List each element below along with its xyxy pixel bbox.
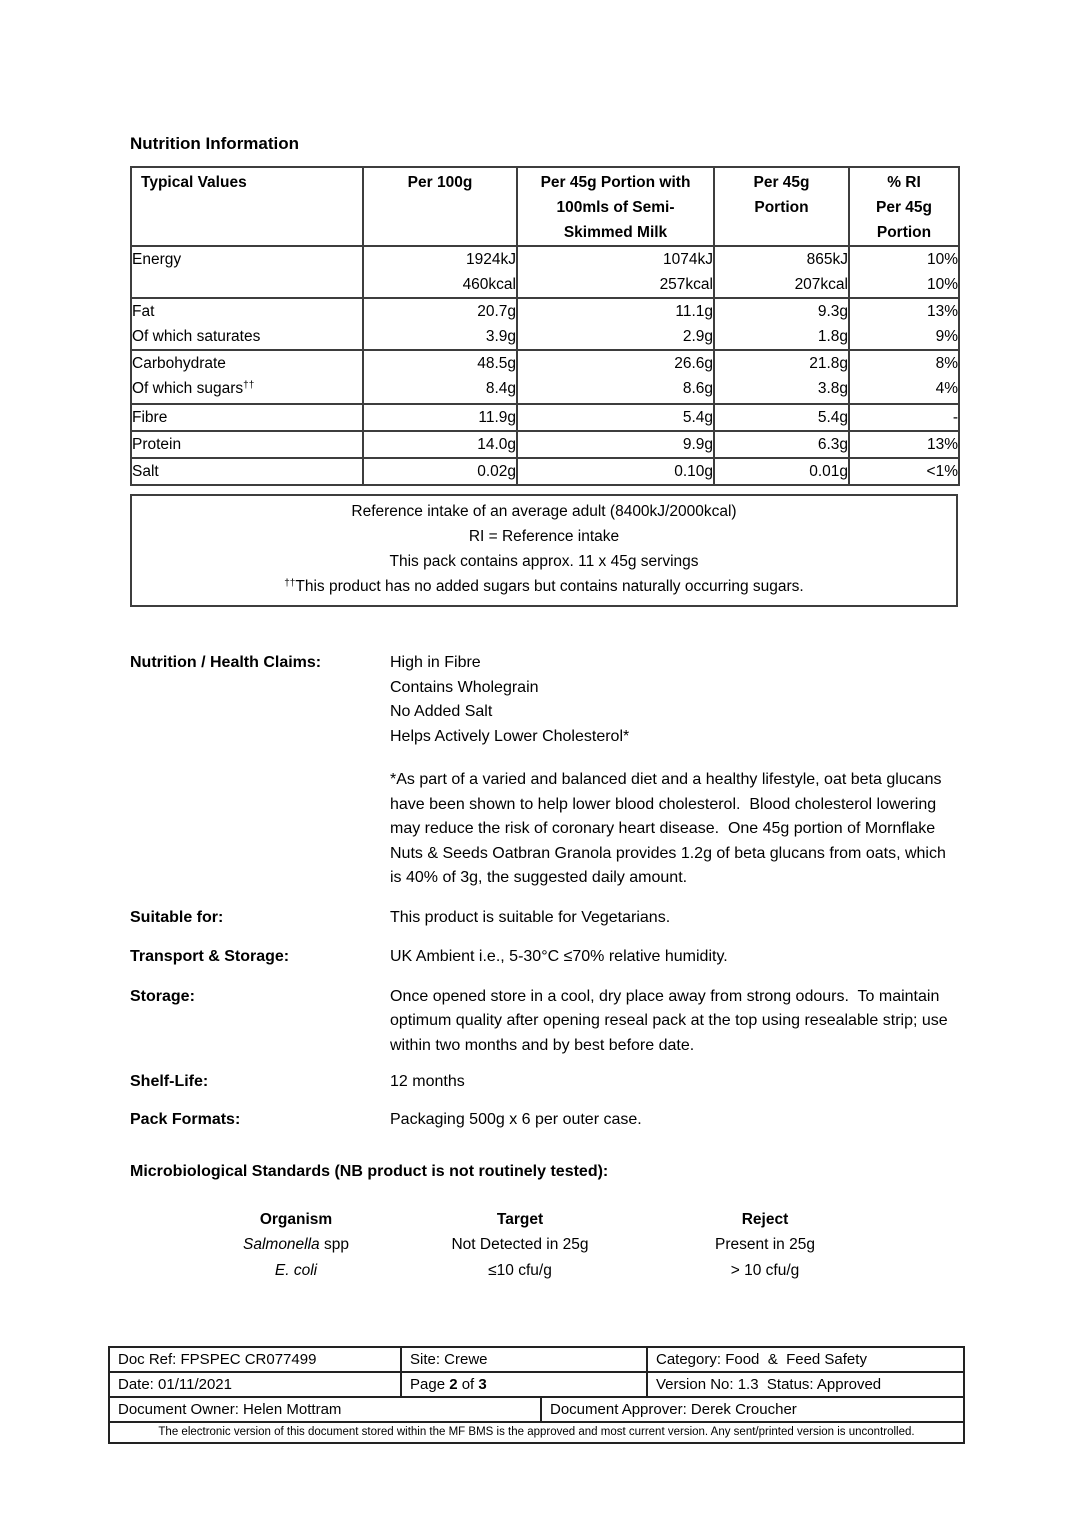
fibre-per100: 11.9g bbox=[363, 404, 517, 431]
fibre-ri: - bbox=[849, 404, 959, 431]
micro-standards-heading: Microbiological Standards (NB product is not routinely tested): bbox=[130, 1163, 609, 1180]
ecoli-reject: > 10 cfu/g bbox=[730, 1261, 800, 1279]
ref-line-1: Reference intake of an average adult (8400kJ/2000kcal) bbox=[351, 503, 737, 520]
protein-ri: 13% bbox=[849, 431, 959, 458]
table-row-fibre bbox=[131, 404, 959, 431]
spec-sections bbox=[130, 651, 958, 1132]
health-claims-list: High in Fibre Contains Wholegrain No Added Salt Helps Actively Lower Cholesterol* bbox=[390, 654, 630, 745]
document-approver: Document Approver: Derek Croucher bbox=[540, 1398, 963, 1421]
fibre-label: Fibre bbox=[131, 404, 363, 431]
energy-portion: 865kJ 207kcal bbox=[714, 246, 849, 298]
footer-row-4 bbox=[110, 1421, 963, 1442]
footer-row-3 bbox=[110, 1396, 963, 1421]
protein-portion: 6.3g bbox=[714, 431, 849, 458]
sugars-label: Of which sugars bbox=[132, 380, 244, 397]
header-ri-per-45g: % RI Per 45g Portion bbox=[849, 167, 959, 246]
fat-milk: 11.1g 2.9g bbox=[517, 298, 714, 350]
table-row-energy bbox=[131, 246, 959, 298]
organism-salmonella bbox=[243, 1232, 349, 1258]
pack-formats-label: Pack Formats: bbox=[130, 1110, 241, 1128]
header-typical-values: Typical Values bbox=[131, 167, 363, 246]
footer-row-2 bbox=[110, 1371, 963, 1396]
document-owner: Document Owner: Helen Mottram bbox=[118, 1401, 342, 1418]
section-transport-storage bbox=[130, 945, 958, 970]
section-pack-formats bbox=[130, 1108, 958, 1133]
micro-standards-table bbox=[130, 1207, 958, 1284]
protein-label: Protein bbox=[131, 431, 363, 458]
energy-label: Energy bbox=[131, 246, 363, 298]
table-row-carbohydrate bbox=[131, 350, 959, 404]
ecoli-target: ≤10 cfu/g bbox=[488, 1261, 552, 1279]
micro-header-reject: Reject bbox=[741, 1210, 789, 1228]
table-row-protein bbox=[131, 431, 959, 458]
page-of: of bbox=[457, 1376, 479, 1393]
carb-label bbox=[131, 350, 363, 404]
salt-per100: 0.02g bbox=[363, 458, 517, 485]
ref-line-2: RI = Reference intake bbox=[468, 528, 620, 545]
protein-milk: 9.9g bbox=[517, 431, 714, 458]
health-claims-body bbox=[390, 651, 958, 891]
salt-milk: 0.10g bbox=[517, 458, 714, 485]
page-number: 2 bbox=[449, 1376, 458, 1393]
energy-per100: 1924kJ 460kcal bbox=[363, 246, 517, 298]
fibre-milk: 5.4g bbox=[517, 404, 714, 431]
beta-glucan-paragraph: *As part of a varied and balanced diet and a healthy lifestyle, oat beta glucans have been shown to help lower blood cholesterol. Blood cholesterol lowering may reduce the risk of coronary heart disease. One 45g portion of Mornflake Nuts & Seeds Oatbran Granola provides 1.2g of beta glucans from oats, which is 40% of 3g, the suggested daily amount. bbox=[390, 771, 951, 886]
carb-per100: 48.5g 8.4g bbox=[363, 350, 517, 404]
carb-ri: 8% 4% bbox=[849, 350, 959, 404]
salt-label: Salt bbox=[131, 458, 363, 485]
salt-portion: 0.01g bbox=[714, 458, 849, 485]
pack-formats-text: Packaging 500g x 6 per outer case. bbox=[390, 1110, 642, 1128]
energy-milk: 1074kJ 257kcal bbox=[517, 246, 714, 298]
footnote-text: This product has no added sugars but contains naturally occurring sugars. bbox=[295, 578, 804, 595]
carb-label-line2 bbox=[132, 376, 362, 403]
table-row-salt bbox=[131, 458, 959, 485]
salt-ri: <1% bbox=[849, 458, 959, 485]
nutrition-table-header-row bbox=[131, 167, 959, 246]
footer-disclaimer: The electronic version of this document stored within the MF BMS is the approved and most current version. Any sent/printed version is uncontrolled. bbox=[158, 1426, 915, 1438]
health-claims-label: Nutrition / Health Claims: bbox=[130, 654, 322, 671]
reference-intake-box bbox=[130, 494, 958, 607]
header-per-45g-with-milk: Per 45g Portion with 100mls of Semi- Skimmed Milk bbox=[517, 167, 714, 246]
fibre-portion: 5.4g bbox=[714, 404, 849, 431]
nutrition-information-heading: Nutrition Information bbox=[130, 134, 300, 153]
organism-name-italic: Salmonella bbox=[243, 1236, 320, 1253]
organism-name-rest: spp bbox=[319, 1236, 349, 1253]
energy-ri: 10% 10% bbox=[849, 246, 959, 298]
carb-portion: 21.8g 3.8g bbox=[714, 350, 849, 404]
organism-ecoli bbox=[275, 1258, 317, 1284]
salmonella-reject: Present in 25g bbox=[715, 1236, 815, 1253]
footnote-mark: †† bbox=[284, 578, 296, 589]
transport-storage-text: UK Ambient i.e., 5-30°C ≤70% relative humidity. bbox=[390, 948, 728, 965]
micro-row-salmonella bbox=[130, 1232, 958, 1258]
storage-text: Once opened store in a cool, dry place away from strong odours. To maintain optimum quality after opening reseal pack at the top using resealable strip; use within two months and by best before date. bbox=[390, 987, 953, 1054]
doc-ref: Doc Ref: FPSPEC CR077499 bbox=[118, 1351, 317, 1368]
category: Category: Food & Feed Safety bbox=[646, 1348, 963, 1371]
section-health-claims bbox=[130, 651, 958, 891]
page-indicator bbox=[400, 1373, 646, 1396]
sugars-footnote-mark: †† bbox=[243, 380, 255, 391]
section-shelf-life bbox=[130, 1070, 958, 1095]
section-suitable-for bbox=[130, 906, 958, 931]
carb-label-line1: Carbohydrate bbox=[132, 355, 226, 372]
suitable-for-label: Suitable for: bbox=[130, 908, 224, 926]
fat-label: Fat Of which saturates bbox=[131, 298, 363, 350]
page-total: 3 bbox=[478, 1376, 487, 1393]
header-per-100g: Per 100g bbox=[363, 167, 517, 246]
shelf-life-text: 12 months bbox=[390, 1073, 465, 1090]
nutrition-table bbox=[130, 166, 960, 486]
micro-header-target: Target bbox=[496, 1210, 544, 1228]
ref-line-3: This pack contains approx. 11 x 45g servings bbox=[389, 553, 699, 570]
protein-per100: 14.0g bbox=[363, 431, 517, 458]
footer-row-1 bbox=[110, 1348, 963, 1371]
storage-label: Storage: bbox=[130, 987, 195, 1005]
suitable-for-text: This product is suitable for Vegetarians. bbox=[390, 908, 671, 926]
micro-row-ecoli bbox=[130, 1258, 958, 1284]
site: Site: Crewe bbox=[400, 1348, 646, 1371]
date: Date: 01/11/2021 bbox=[118, 1376, 232, 1393]
fat-portion: 9.3g 1.8g bbox=[714, 298, 849, 350]
fat-per100: 20.7g 3.9g bbox=[363, 298, 517, 350]
fat-ri: 13% 9% bbox=[849, 298, 959, 350]
document-footer-table bbox=[108, 1346, 965, 1444]
carb-milk: 26.6g 8.6g bbox=[517, 350, 714, 404]
micro-header-organism: Organism bbox=[259, 1210, 333, 1228]
organism-name-italic: E. coli bbox=[274, 1261, 318, 1279]
section-storage bbox=[130, 985, 958, 1059]
table-row-fat bbox=[131, 298, 959, 350]
document-content bbox=[130, 133, 958, 1283]
shelf-life-label: Shelf-Life: bbox=[130, 1073, 209, 1090]
page-prefix: Page bbox=[410, 1376, 450, 1393]
salmonella-target: Not Detected in 25g bbox=[451, 1236, 589, 1253]
micro-header-row bbox=[130, 1207, 958, 1233]
version-status: Version No: 1.3 Status: Approved bbox=[646, 1373, 963, 1396]
transport-storage-label: Transport & Storage: bbox=[130, 948, 290, 965]
header-per-45g-portion: Per 45g Portion bbox=[714, 167, 849, 246]
ref-line-4 bbox=[132, 574, 956, 601]
